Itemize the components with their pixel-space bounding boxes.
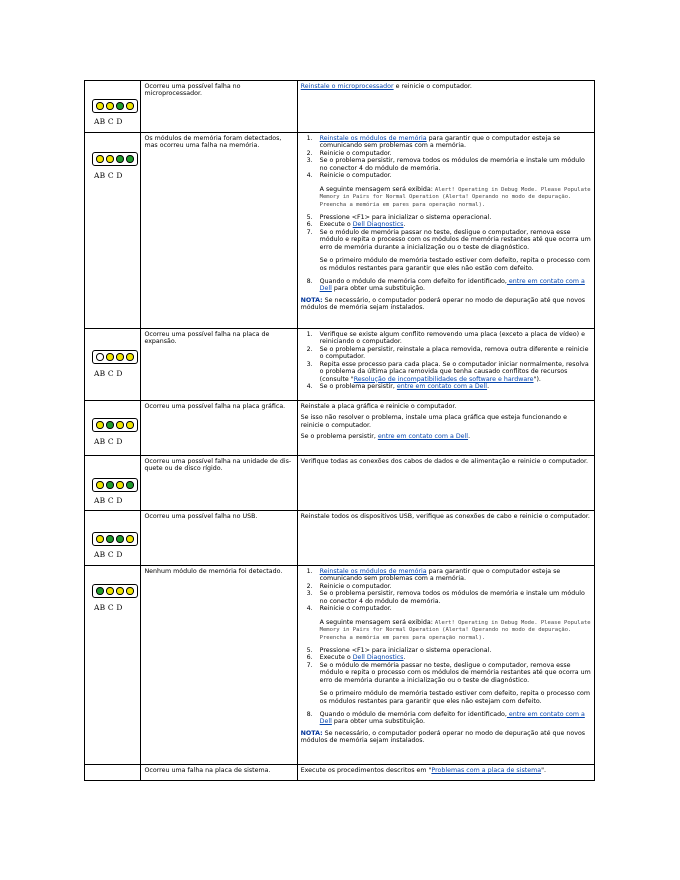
reinstall-memory-link[interactable]: Reinstale os módulos de memória <box>319 568 427 575</box>
list-item: 2. Se o problema persistir, reinstale a placa removida, remova outra diferente e reinicie o computador. <box>306 345 589 361</box>
led-b-icon <box>106 481 114 489</box>
led-d-icon <box>126 481 134 489</box>
incompatibility-link[interactable]: Resolução de incompatibilidades de software e hardware <box>353 375 534 383</box>
debug-message: A seguinte mensagem será exibida: Alert! Operating in Debug Mode. Please Populate Memory in Pairs for Normal Operation (Alerta! Operando no modo de depuração. Preencha a memória em pares para operação normal). <box>319 185 591 208</box>
led-d-icon <box>126 353 134 361</box>
light-labels: AB C D <box>94 603 123 612</box>
led-a-icon <box>96 421 104 429</box>
led-a-icon <box>96 102 104 110</box>
list-item: 1. Reinstale os módulos de memória para garantir que o computador esteja se comunicando sem problemas com a memória. <box>306 568 561 583</box>
light-pattern-cell <box>85 765 141 781</box>
reinstall-memory-link[interactable]: Reinstale os módulos de memória <box>319 135 427 142</box>
diagnostic-lights-icon <box>92 532 138 546</box>
system-board-problems-link[interactable]: Problemas com a placa de sistema <box>431 767 542 774</box>
light-pattern-cell <box>85 401 141 456</box>
diagnostic-lights-icon <box>92 478 138 492</box>
table-row <box>85 133 595 329</box>
suggested-resolution <box>297 456 594 511</box>
list-item: 2. Reinicie o computador. <box>306 582 392 590</box>
suggested-resolution <box>297 511 594 566</box>
light-labels: AB C D <box>94 437 123 446</box>
debug-message: A seguinte mensagem será exibida: Alert! Operating in Debug Mode. Please Populate Memory in Pairs for Normal Operation (Alerta! Operando no modo de depuração. Preencha a memória em pares para operação normal). <box>319 618 591 641</box>
contact-dell-link[interactable]: entre em contato com a Dell <box>396 382 488 390</box>
list-item: 3. Repita esse processo para cada placa. Se o computador iniciar normalmente, resolva o problema da última placa removida que tenha causado conflitos de recursos (consulte "Resolução de incompatibilidades de software e hardware"). <box>306 360 589 383</box>
resolution-text: e reinicie o computador. <box>393 83 472 90</box>
light-pattern-cell <box>85 81 141 133</box>
led-a-icon <box>96 353 104 361</box>
led-d-icon <box>126 102 134 110</box>
light-pattern-cell <box>85 566 141 765</box>
suggested-resolution <box>297 566 594 765</box>
dell-diagnostics-link[interactable]: Dell Diagnostics <box>352 654 404 662</box>
resolution-steps <box>301 214 591 251</box>
list-item: 6. Execute o Dell Diagnostics. <box>306 654 406 662</box>
resolution-steps <box>301 711 591 726</box>
note: NOTA: Se necessário, o computador poderá operar no modo de depuração até que novos módulos de memória sejam instalados. <box>300 296 586 312</box>
resolution-text: Reinstale a placa gráfica e reinicie o computador. <box>300 403 457 410</box>
diagnostic-lights-table <box>84 80 595 781</box>
resolution-text: Se o problema persistir, entre em contato com a Dell. <box>300 433 471 441</box>
list-item: 5. Pressione <F1> para inicializar o sistema operacional. <box>306 213 492 221</box>
resolution-steps <box>301 647 591 684</box>
contact-dell-link[interactable]: entre em contato com a Dell <box>377 433 469 441</box>
resolution-steps <box>301 278 591 293</box>
list-item: 4. Reinicie o computador. <box>306 605 392 613</box>
list-item: 3. Se o problema persistir, remova todos os módulos de memória e instale um módulo no conector 4 do módulo de memória. <box>306 157 585 172</box>
table-row <box>85 401 595 456</box>
light-labels: AB C D <box>94 369 123 378</box>
suggested-resolution: Execute os procedimentos descritos em "Problemas com a placa de sistema". <box>297 765 594 781</box>
led-a-icon <box>96 481 104 489</box>
note: NOTA: Se necessário, o computador poderá operar no modo de depuração até que novos módulos de memória sejam instalados. <box>300 729 586 745</box>
led-c-icon <box>116 102 124 110</box>
led-b-icon <box>106 155 114 163</box>
diagnostic-lights-icon <box>92 99 138 113</box>
led-c-icon <box>116 155 124 163</box>
contact-dell-link[interactable]: entre em contato com a Dell <box>319 710 585 726</box>
problem-text: Ocorreu uma possível falha no microprocessador. <box>144 83 241 98</box>
light-labels: AB C D <box>94 496 123 505</box>
list-item: 4. Reinicie o computador. <box>306 172 392 180</box>
problem-description <box>141 566 297 765</box>
list-item: 1. Reinstale os módulos de memória para garantir que o computador esteja se comunicando sem problemas com a memória. <box>306 135 561 150</box>
light-labels: AB C D <box>94 171 123 180</box>
suggested-resolution <box>297 401 594 456</box>
led-b-icon <box>106 535 114 543</box>
table-row <box>85 329 595 401</box>
diagnostic-lights-icon <box>92 418 138 432</box>
led-a-icon <box>96 587 104 595</box>
list-item: 8. Quando o módulo de memória com defeito for identificado, entre em contato com a Dell para obter uma substituição. <box>306 710 585 726</box>
led-c-icon <box>116 353 124 361</box>
list-item: 7. Se o módulo de memória passar no teste, desligue o computador, remova esse módulo e repita o processo com os módulos de memória restantes até que ocorra um erro de memória durante a inicialização ou o teste de diagnóstico. <box>306 661 591 684</box>
led-d-icon <box>126 535 134 543</box>
led-b-icon <box>106 353 114 361</box>
table-row <box>85 81 595 133</box>
problem-text: Ocorreu uma possível falha na placa gráfica. <box>144 403 286 410</box>
led-b-icon <box>106 102 114 110</box>
resolution-steps <box>301 568 591 613</box>
problem-text: Os módulos de memória foram detectados, mas ocorreu uma falha na memória. <box>144 135 282 150</box>
list-item: 7. Se o módulo de memória passar no teste, desligue o computador, remova esse módulo e repita o processo com os módulos de memória restantes até que ocorra um erro de memória durante a inicialização ou o teste de diagnóstico. <box>306 228 591 251</box>
table-row <box>85 765 595 781</box>
list-item: 6. Execute o Dell Diagnostics. <box>306 221 406 229</box>
table-row <box>85 456 595 511</box>
problem-description <box>141 133 297 329</box>
light-pattern-cell <box>85 329 141 401</box>
light-pattern-cell <box>85 456 141 511</box>
list-item: 4. Se o problema persistir, entre em contato com a Dell. <box>306 382 490 390</box>
led-a-icon <box>96 155 104 163</box>
contact-dell-link[interactable]: entre em contato com a Dell <box>319 277 585 293</box>
problem-description <box>141 81 297 133</box>
led-d-icon <box>126 587 134 595</box>
problem-text: Ocorreu uma possível falha na unidade de dis-quete ou de disco rígido. <box>144 458 292 473</box>
list-item: 5. Pressione <F1> para inicializar o sistema operacional. <box>306 646 492 654</box>
instruction-paragraph: Se o primeiro módulo de memória testado estiver com defeito, repita o processo com os módulos restantes para garantir que eles não estejam com defeito. <box>319 690 591 705</box>
instruction-paragraph: Se o primeiro módulo de memória testado estiver com defeito, repita o processo com os módulos restantes para garantir que eles não estão com defeito. <box>319 257 591 272</box>
led-d-icon <box>126 155 134 163</box>
led-c-icon <box>116 535 124 543</box>
suggested-resolution <box>297 133 594 329</box>
problem-description <box>141 511 297 566</box>
list-item: 1. Verifique se existe algum conflito removendo uma placa (exceto a placa de vídeo) e reiniciando o computador. <box>306 331 585 346</box>
led-a-icon <box>96 535 104 543</box>
resolution-steps <box>301 135 591 180</box>
resolution-text: Se isso não resolver o problema, instale uma placa gráfica que esteja funcionando e reinicie o computador. <box>300 414 567 429</box>
diagnostic-lights-icon <box>92 350 138 364</box>
led-c-icon <box>116 587 124 595</box>
resolution-text: Reinstale todos os dispositivos USB, verifique as conexões de cabo e reinicie o computador. <box>300 513 590 520</box>
reinstall-processor-link[interactable]: Reinstale o microprocessador <box>300 83 394 90</box>
dell-diagnostics-link[interactable]: Dell Diagnostics <box>352 221 404 229</box>
problem-text: Ocorreu uma possível falha no USB. <box>144 513 258 520</box>
list-item: 2. Reinicie o computador. <box>306 149 392 157</box>
problem-description <box>141 401 297 456</box>
led-b-icon <box>106 587 114 595</box>
table-row <box>85 566 595 765</box>
problem-text: Ocorreu uma falha na placa de sistema. <box>144 767 271 774</box>
light-labels: AB C D <box>94 117 123 126</box>
list-item: 8. Quando o módulo de memória com defeito for identificado, entre em contato com a Dell para obter uma substituição. <box>306 277 585 293</box>
light-pattern-cell <box>85 511 141 566</box>
light-labels: AB C D <box>94 550 123 559</box>
light-pattern-cell <box>85 133 141 329</box>
problem-text: Nenhum módulo de memória foi detectado. <box>144 568 283 575</box>
problem-description <box>141 456 297 511</box>
problem-description <box>141 329 297 401</box>
diagnostic-lights-icon <box>92 584 138 598</box>
table-row <box>85 511 595 566</box>
resolution-text: Verifique todas as conexões dos cabos de dados e de alimentação e reinicie o computador. <box>300 458 589 465</box>
resolution-steps <box>301 331 591 390</box>
problem-text: Ocorreu uma possível falha na placa de expansão. <box>144 331 270 346</box>
led-c-icon <box>116 481 124 489</box>
suggested-resolution <box>297 329 594 401</box>
list-item: 3. Se o problema persistir, remova todos os módulos de memória e instale um módulo no conector 4 do módulo de memória. <box>306 590 585 605</box>
led-b-icon <box>106 421 114 429</box>
led-d-icon <box>126 421 134 429</box>
suggested-resolution <box>297 81 594 133</box>
diagnostic-lights-icon <box>92 152 138 166</box>
problem-description <box>141 765 297 781</box>
led-c-icon <box>116 421 124 429</box>
